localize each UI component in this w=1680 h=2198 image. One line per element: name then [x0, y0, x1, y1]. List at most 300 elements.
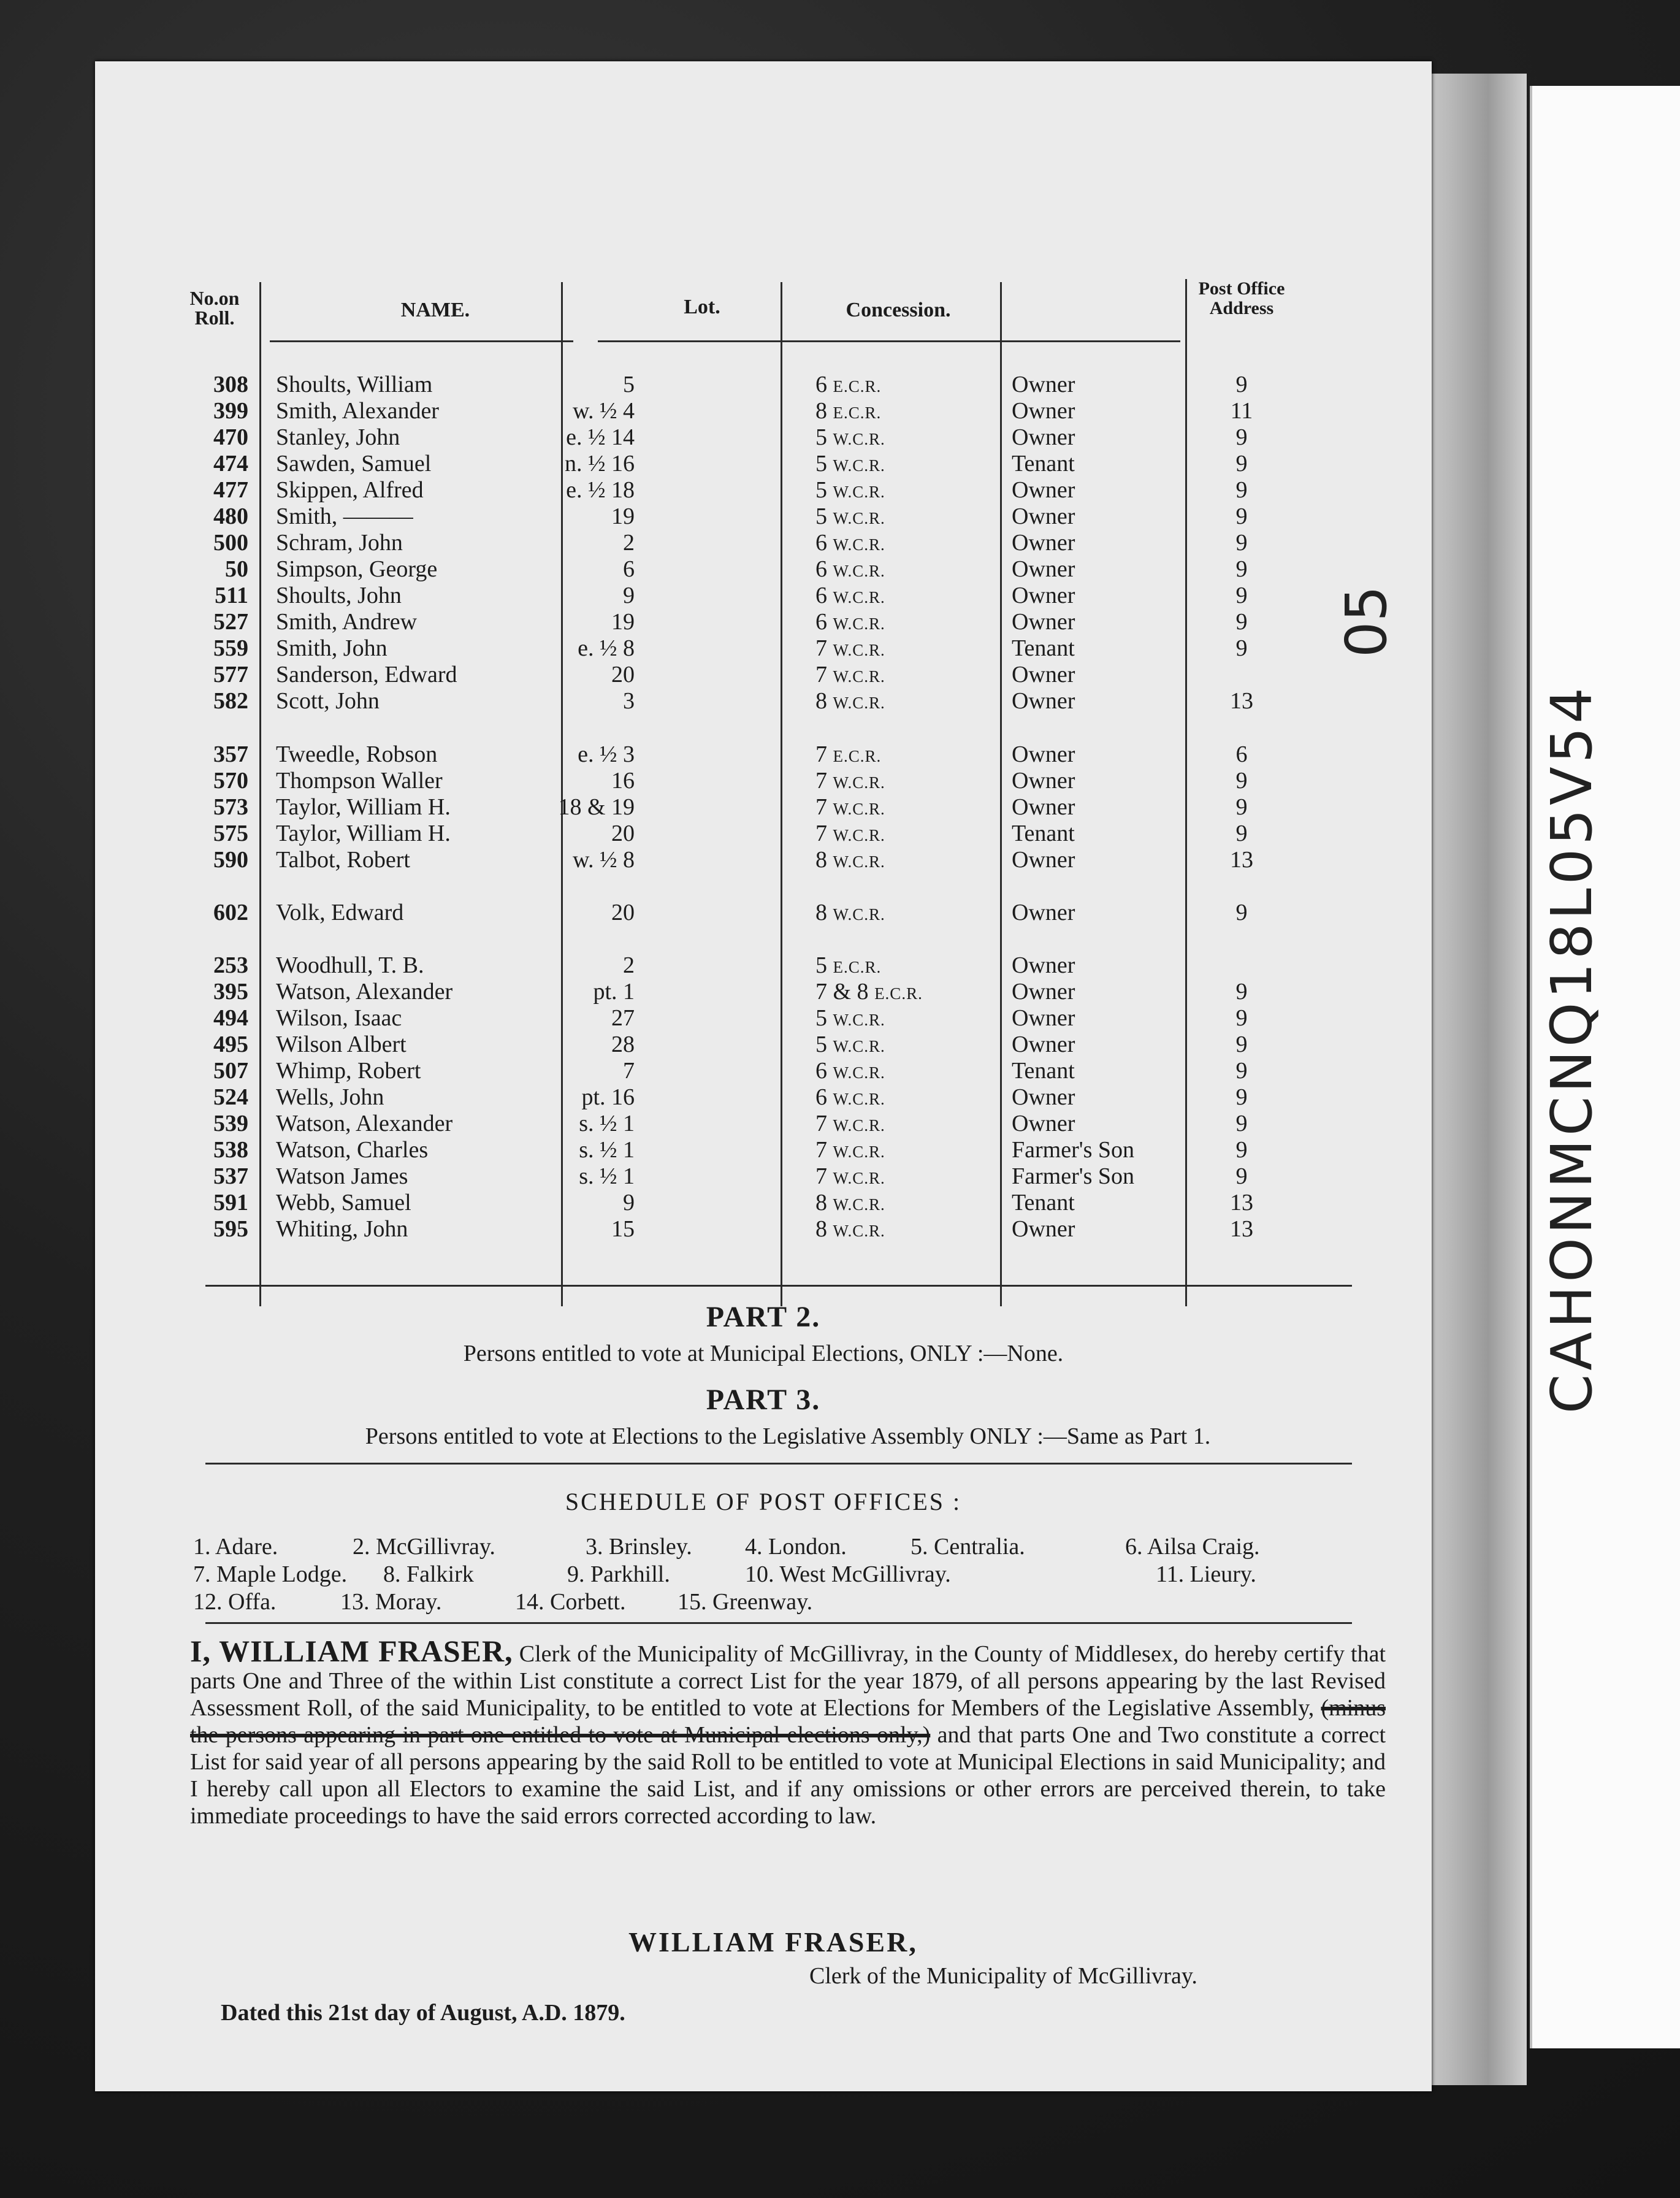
status: Owner [1012, 741, 1075, 767]
concession-road: E.C.R. [833, 377, 882, 396]
table-bottom-rule [205, 1285, 1352, 1287]
roll-number: 470 [213, 424, 248, 450]
concession-number: 5 [815, 451, 827, 477]
post-office-number: 9 [1235, 821, 1248, 846]
roll-number: 308 [213, 372, 248, 397]
status: Owner [1012, 504, 1075, 529]
concession [815, 582, 885, 609]
post-office-entry: 8. Falkirk [383, 1561, 474, 1587]
concession-number: 6 [815, 372, 827, 397]
post-office-number: 9 [1235, 477, 1248, 503]
concession-number: 5 [815, 424, 827, 450]
post-office-number: 9 [1235, 530, 1248, 556]
voter-name: Skippen, Alfred [276, 477, 424, 503]
lot: w. ½ 8 [573, 847, 635, 873]
post-office-number: 9 [1235, 635, 1248, 661]
certificate-lead: I, WILLIAM FRASER, [190, 1634, 513, 1668]
concession-number: 7 [815, 1137, 827, 1163]
lot: 9 [623, 1190, 635, 1216]
table-row [95, 846, 1432, 873]
status: Owner [1012, 530, 1075, 556]
post-office-entry: 14. Corbett. [515, 1589, 626, 1615]
header-rule-name [270, 340, 573, 342]
roll-number: 357 [213, 741, 248, 767]
lot: 2 [623, 530, 635, 556]
part2-heading: PART 2. [706, 1301, 821, 1333]
post-office-entry: 5. Centralia. [911, 1534, 1025, 1560]
status: Tenant [1012, 821, 1075, 846]
concession [815, 397, 881, 424]
roll-number: 495 [213, 1032, 248, 1057]
post-office-number: 9 [1235, 794, 1248, 820]
roll-number: 573 [213, 794, 248, 820]
table-row [95, 1057, 1432, 1084]
table-row [95, 1216, 1432, 1243]
voter-name: Smith, Andrew [276, 609, 418, 635]
table-row [95, 477, 1432, 504]
roll-number: 559 [213, 635, 248, 661]
concession-road: E.C.R. [833, 404, 882, 422]
concession-number: 5 [815, 1005, 827, 1031]
roll-number: 494 [213, 1005, 248, 1031]
header-post-office: Post Office Address [1198, 278, 1285, 318]
schedule-heading: SCHEDULE OF POST OFFICES : [565, 1488, 962, 1515]
lot: s. ½ 1 [579, 1111, 635, 1136]
lot: 16 [611, 768, 635, 794]
concession [815, 767, 885, 794]
post-office-entry: 1. Adare. [193, 1534, 278, 1560]
concession [815, 1110, 885, 1137]
table-row [95, 952, 1432, 979]
status: Owner [1012, 372, 1075, 397]
certificate-struck-text: (minus the persons appearing in part one entitled to vote at Municipal elections only,) [190, 1695, 1386, 1748]
table-row [95, 820, 1432, 847]
lot: 9 [623, 583, 635, 608]
post-office-entry: 6. Ailsa Craig. [1125, 1534, 1260, 1560]
post-office-entry: 12. Offa. [193, 1589, 277, 1615]
status: Owner [1012, 1216, 1075, 1242]
concession-road: E.C.R. [833, 958, 882, 976]
concession-road: W.C.R. [833, 694, 885, 712]
table-row [95, 503, 1432, 530]
table-row [95, 767, 1432, 794]
header-rule-lot [598, 340, 800, 342]
status: Owner [1012, 556, 1075, 582]
concession-number: 6 [815, 583, 827, 608]
concession [815, 608, 885, 635]
concession-number: 7 [815, 794, 827, 820]
lot: e. ½ 3 [578, 741, 635, 767]
lot: e. ½ 14 [566, 424, 635, 450]
table-row [95, 687, 1432, 714]
status: Owner [1012, 1111, 1075, 1136]
voter-name: Watson, Alexander [276, 1111, 453, 1136]
concession [815, 1031, 885, 1058]
lot: 3 [623, 688, 635, 714]
voter-name: Talbot, Robert [276, 847, 410, 873]
roll-number: 570 [213, 768, 248, 794]
voter-name: Wilson, Isaac [276, 1005, 402, 1031]
table-row [95, 397, 1432, 424]
voter-name: Wells, John [276, 1084, 384, 1110]
voter-name: Smith, John [276, 635, 388, 661]
post-office-number: 9 [1235, 583, 1248, 608]
post-office-number: 13 [1230, 1190, 1253, 1216]
concession-number: 7 [815, 821, 827, 846]
roll-number: 399 [213, 398, 248, 424]
concession-road: W.C.R. [833, 826, 885, 844]
concession [815, 899, 885, 926]
roll-number: 537 [213, 1163, 248, 1189]
roll-number: 591 [213, 1190, 248, 1216]
voter-name: Wilson Albert [276, 1032, 407, 1057]
table-row [95, 661, 1432, 688]
lot: n. ½ 16 [565, 451, 635, 477]
voter-name: Taylor, William H. [276, 821, 451, 846]
status: Owner [1012, 1005, 1075, 1031]
voter-name: Simpson, George [276, 556, 438, 582]
concession-road: W.C.R. [833, 1143, 885, 1161]
voter-name: Shoults, John [276, 583, 402, 608]
post-office-number: 9 [1235, 979, 1248, 1005]
concession-number: 7 [815, 635, 827, 661]
voter-name: Taylor, William H. [276, 794, 451, 820]
concession-road: W.C.R. [833, 1222, 885, 1240]
concession-number: 8 [815, 847, 827, 873]
part2-text: Persons entitled to vote at Municipal Elections, ONLY :—None. [463, 1341, 1064, 1366]
voter-name: Woodhull, T. B. [276, 952, 424, 978]
part3-rule [205, 1463, 1352, 1465]
header-no-on-roll: No.on Roll. [189, 287, 240, 329]
roll-number: 539 [213, 1111, 248, 1136]
status: Owner [1012, 900, 1075, 925]
table-row [95, 1084, 1432, 1111]
status: Tenant [1012, 451, 1075, 477]
concession-number: 8 [815, 1190, 827, 1216]
roll-number: 50 [225, 556, 248, 582]
roll-number: 511 [215, 583, 248, 608]
concession-road: E.C.R. [833, 747, 882, 765]
part3-heading: PART 3. [706, 1384, 821, 1416]
concession-number: 8 [815, 1216, 827, 1242]
lot: 27 [611, 1005, 635, 1031]
roll-number: 527 [213, 609, 248, 635]
lot: 15 [611, 1216, 635, 1242]
concession [815, 477, 885, 504]
concession-number: 7 [815, 768, 827, 794]
roll-number: 595 [213, 1216, 248, 1242]
table-row [95, 1163, 1432, 1190]
concession-road: W.C.R. [833, 588, 885, 607]
status: Farmer's Son [1012, 1163, 1135, 1189]
roll-number: 577 [213, 662, 248, 687]
voter-name: Thompson Waller [276, 768, 443, 794]
roll-number: 253 [213, 952, 248, 978]
concession [815, 1057, 885, 1084]
concession-road: W.C.R. [833, 483, 885, 501]
dated-line: Dated this 21st day of August, A.D. 1879. [221, 2000, 625, 2026]
concession [815, 820, 885, 847]
status: Owner [1012, 609, 1075, 635]
post-office-number: 11 [1230, 398, 1253, 424]
table-row [95, 1005, 1432, 1032]
voter-name: Whiting, John [276, 1216, 408, 1242]
lot: pt. 16 [581, 1084, 635, 1110]
post-office-number: 9 [1235, 768, 1248, 794]
roll-number: 602 [213, 900, 248, 925]
table-row [95, 556, 1432, 583]
voter-name: Smith, ——— [276, 504, 413, 529]
certificate-text-2: and that parts One and Two constitute a correct List for said year of all persons appearing by the said Roll to be entitled to vote at Municipal Elections in said Municipality; and I hereby call upon all Electors to examine the said List, and if any omissions or other errors are perceived therein, to take immediate proceedings to have the said errors corrected according to law. [190, 1722, 1386, 1829]
lot: 5 [623, 372, 635, 397]
table-row [95, 529, 1432, 556]
roll-number: 480 [213, 504, 248, 529]
post-office-number: 9 [1235, 1163, 1248, 1189]
lot: e. ½ 18 [566, 477, 635, 503]
lot: 20 [611, 662, 635, 687]
roll-number: 477 [213, 477, 248, 503]
lot: w. ½ 4 [573, 398, 635, 424]
status: Owner [1012, 688, 1075, 714]
table-row [95, 978, 1432, 1005]
status: Tenant [1012, 635, 1075, 661]
post-office-number: 9 [1235, 1111, 1248, 1136]
concession-road: W.C.R. [833, 535, 885, 554]
concession-number: 7 [815, 741, 827, 767]
voter-name: Tweedle, Robson [276, 741, 438, 767]
table-row [95, 582, 1432, 609]
concession-road: W.C.R. [833, 1011, 885, 1029]
concession-number: 7 [815, 1163, 827, 1189]
post-office-entry: 7. Maple Lodge. [193, 1561, 348, 1587]
status: Owner [1012, 979, 1075, 1005]
voter-name: Watson James [276, 1163, 408, 1189]
lot: 6 [623, 556, 635, 582]
roll-number: 524 [213, 1084, 248, 1110]
concession-number: 5 [815, 504, 827, 529]
concession-number: 5 [815, 1032, 827, 1057]
concession-number: 5 [815, 477, 827, 503]
concession-road: W.C.R. [833, 905, 885, 924]
concession [815, 450, 885, 477]
table-row [95, 1110, 1432, 1137]
post-office-entry: 11. Lieury. [1156, 1561, 1256, 1587]
concession-number: 8 [815, 398, 827, 424]
concession-road: W.C.R. [833, 800, 885, 818]
signature-name: WILLIAM FRASER, [628, 1926, 918, 1958]
concession [815, 794, 885, 821]
concession [815, 1189, 885, 1216]
lot: pt. 1 [593, 979, 635, 1005]
concession-number: 6 [815, 1084, 827, 1110]
roll-number: 575 [213, 821, 248, 846]
status: Owner [1012, 1084, 1075, 1110]
post-office-entry: 15. Greenway. [678, 1589, 813, 1615]
concession-road: W.C.R. [833, 641, 885, 659]
post-office-number: 13 [1230, 1216, 1253, 1242]
concession [815, 424, 885, 451]
concession [815, 1084, 885, 1111]
lot: 28 [611, 1032, 635, 1057]
lot: 20 [611, 900, 635, 925]
roll-number: 500 [213, 530, 248, 556]
status: Owner [1012, 847, 1075, 873]
concession-road: W.C.R. [833, 1063, 885, 1082]
concession [815, 978, 923, 1005]
lot: 20 [611, 821, 635, 846]
table-row [95, 371, 1432, 398]
voter-name: Smith, Alexander [276, 398, 439, 424]
post-office-entry: 4. London. [745, 1534, 847, 1560]
concession-road: W.C.R. [833, 852, 885, 871]
table-row [95, 1136, 1432, 1163]
concession-road: W.C.R. [833, 667, 885, 686]
concession [815, 1005, 885, 1032]
part3-text: Persons entitled to vote at Elections to the Legislative Assembly ONLY :—Same as Part 1. [365, 1423, 1211, 1449]
voter-name: Webb, Samuel [276, 1190, 411, 1216]
concession [815, 556, 885, 583]
table-row [95, 608, 1432, 635]
concession-number: 6 [815, 1058, 827, 1084]
lot: s. ½ 1 [579, 1163, 635, 1189]
status: Owner [1012, 794, 1075, 820]
concession-number: 8 [815, 900, 827, 925]
post-office-number: 9 [1235, 1137, 1248, 1163]
concession-road: W.C.R. [833, 773, 885, 792]
post-office-number: 13 [1230, 688, 1253, 714]
lot: s. ½ 1 [579, 1137, 635, 1163]
table-row [95, 899, 1432, 926]
concession [815, 741, 881, 768]
concession-road: E.C.R. [874, 984, 923, 1003]
post-office-number: 9 [1235, 451, 1248, 477]
roll-number: 474 [213, 451, 248, 477]
header-rule-concession [791, 340, 1002, 342]
post-office-number: 9 [1235, 504, 1248, 529]
post-office-number: 9 [1235, 372, 1248, 397]
post-office-number: 9 [1235, 609, 1248, 635]
concession-number: 7 [815, 662, 827, 687]
post-office-number: 9 [1235, 1032, 1248, 1057]
signature-title: Clerk of the Municipality of McGillivray. [809, 1963, 1197, 1989]
concession-road: W.C.R. [833, 1116, 885, 1135]
concession-road: W.C.R. [833, 509, 885, 527]
lot: 2 [623, 952, 635, 978]
concession-number: 8 [815, 688, 827, 714]
roll-number: 395 [213, 979, 248, 1005]
post-office-number: 6 [1235, 741, 1248, 767]
handwritten-code: CAHONMCNQ18L05V54 [1539, 684, 1605, 1414]
concession [815, 529, 885, 556]
concession-road: W.C.R. [833, 562, 885, 580]
status: Owner [1012, 952, 1075, 978]
concession [815, 1163, 885, 1190]
concession [815, 846, 885, 873]
concession [815, 952, 881, 979]
lot: e. ½ 8 [578, 635, 635, 661]
status: Tenant [1012, 1190, 1075, 1216]
voter-name: Scott, John [276, 688, 380, 714]
concession-number: 6 [815, 530, 827, 556]
concession-number: 5 [815, 952, 827, 978]
concession-road: W.C.R. [833, 615, 885, 633]
concession-road: W.C.R. [833, 430, 885, 448]
concession-road: W.C.R. [833, 1037, 885, 1055]
voter-name: Watson, Alexander [276, 979, 453, 1005]
voter-name: Watson, Charles [276, 1137, 429, 1163]
header-concession: Concession. [846, 299, 951, 321]
voter-name: Volk, Edward [276, 900, 404, 925]
table-row [95, 1031, 1432, 1058]
lot: 18 & 19 [558, 794, 635, 820]
roll-number: 538 [213, 1137, 248, 1163]
voter-name: Sanderson, Edward [276, 662, 457, 687]
voter-name: Sawden, Samuel [276, 451, 432, 477]
status: Owner [1012, 398, 1075, 424]
voter-name: Schram, John [276, 530, 403, 556]
concession-road: W.C.R. [833, 456, 885, 475]
status: Owner [1012, 583, 1075, 608]
lot: 7 [623, 1058, 635, 1084]
concession-number: 6 [815, 556, 827, 582]
schedule-rule [205, 1622, 1352, 1624]
post-office-entry: 13. Moray. [340, 1589, 442, 1615]
post-office-number: 9 [1235, 1058, 1248, 1084]
certificate-text-1: Clerk of the Municipality of McGillivray, in the County of Middlesex, do hereby certify that parts One and Three of the within List constitute a correct List for the year 1879, of all persons appearing by the last Revised Assessment Roll, of the said Municipality, to be entitled to vote at Elections for Members of the Legislative Assembly, [190, 1641, 1386, 1721]
concession [815, 1136, 885, 1163]
header-name: NAME. [400, 299, 470, 321]
table-row [95, 741, 1432, 768]
post-office-number: 9 [1235, 900, 1248, 925]
concession [815, 635, 885, 662]
certificate-paragraph [190, 1634, 1386, 1829]
status: Owner [1012, 1032, 1075, 1057]
status: Owner [1012, 477, 1075, 503]
handwritten-margin-code [1539, 616, 1606, 1414]
post-office-entry: 3. Brinsley. [586, 1534, 692, 1560]
concession [815, 1216, 885, 1243]
concession-number: 7 [815, 1111, 827, 1136]
voter-name: Whimp, Robert [276, 1058, 421, 1084]
status: Owner [1012, 768, 1075, 794]
concession-number: 7 & 8 [815, 979, 869, 1005]
table-row [95, 450, 1432, 477]
concession-road: W.C.R. [833, 1169, 885, 1187]
table-row [95, 635, 1432, 662]
lot: 19 [611, 609, 635, 635]
header-rule-status [1002, 340, 1180, 342]
table-row [95, 1189, 1432, 1216]
concession [815, 661, 885, 688]
concession [815, 503, 885, 530]
voter-name: Shoults, William [276, 372, 433, 397]
roll-number: 590 [213, 847, 248, 873]
status: Owner [1012, 662, 1075, 687]
post-office-number: 9 [1235, 1005, 1248, 1031]
header-lot: Lot. [684, 296, 720, 318]
post-office-number: 9 [1235, 556, 1248, 582]
post-office-number: 9 [1235, 424, 1248, 450]
roll-number: 582 [213, 688, 248, 714]
status: Owner [1012, 424, 1075, 450]
concession-road: W.C.R. [833, 1195, 885, 1214]
handwritten-code-tail: 05 [1334, 585, 1400, 658]
table-row [95, 424, 1432, 451]
lot: 19 [611, 504, 635, 529]
voter-name: Stanley, John [276, 424, 400, 450]
status: Tenant [1012, 1058, 1075, 1084]
post-office-entry: 9. Parkhill. [567, 1561, 670, 1587]
